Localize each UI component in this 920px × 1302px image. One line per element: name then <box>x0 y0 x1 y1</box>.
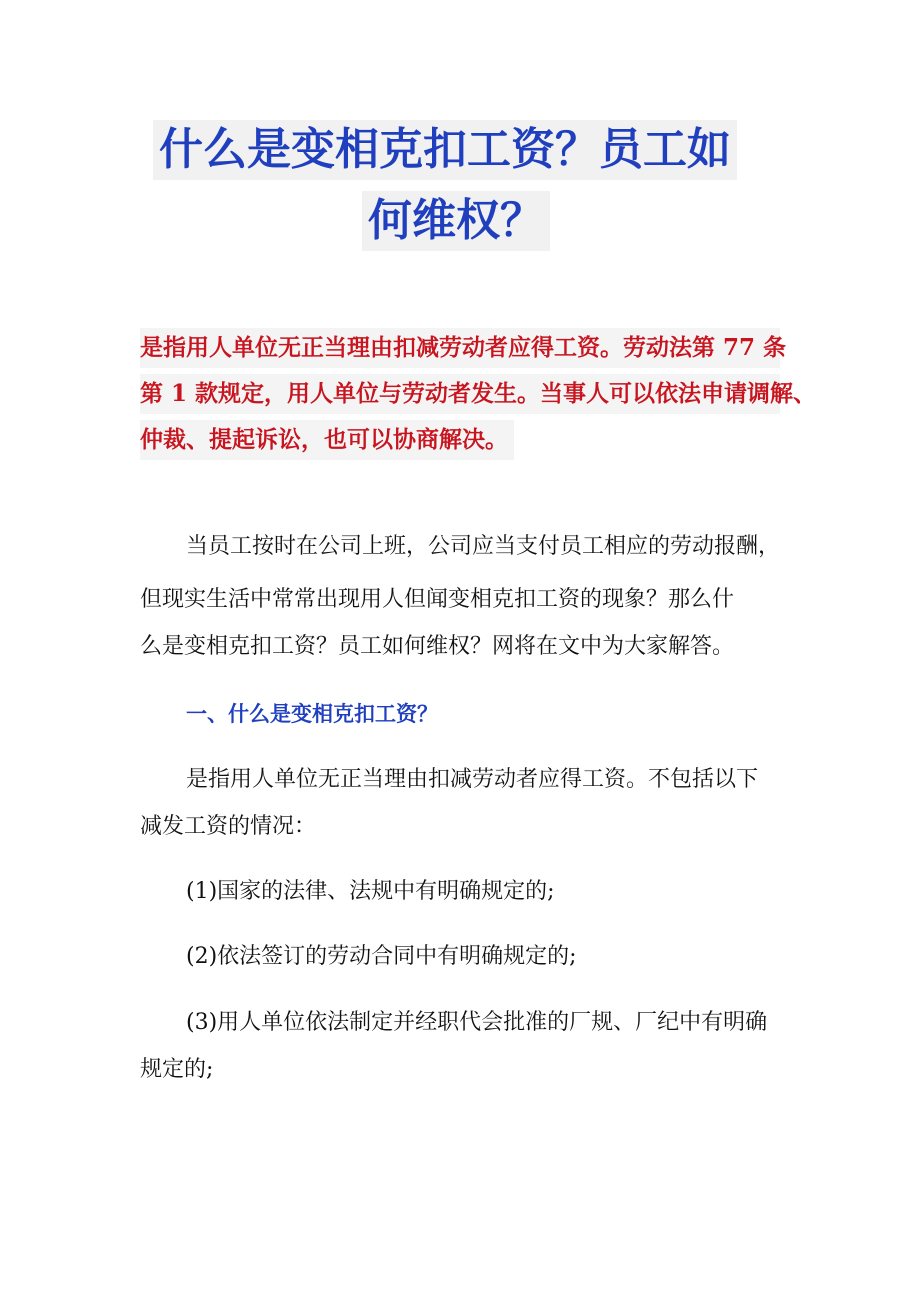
intro-paragraph-line-1: 当员工按时在公司上班，公司应当支付员工相应的劳动报酬， <box>186 534 781 559</box>
summary-line-1: 是指用人单位无正当理由扣减劳动者应得工资。劳动法第 77 条 <box>140 328 780 368</box>
section-heading-1: 一、什么是变相克扣工资？ <box>186 702 438 726</box>
definition-line-1: 是指用人单位无正当理由扣减劳动者应得工资。不包括以下 <box>186 767 759 792</box>
document-title-line-2: 何维权？ <box>362 191 550 251</box>
definition-line-2: 减发工资的情况： <box>140 814 317 839</box>
list-item-2: (2)依法签订的劳动合同中有明确规定的; <box>186 944 577 969</box>
list-item-3-continued: 规定的; <box>140 1057 214 1082</box>
list-item-3: (3)用人单位依法制定并经职代会批准的厂规、厂纪中有明确 <box>186 1010 768 1035</box>
summary-line-3: 仲裁、提起诉讼，也可以协商解决。 <box>140 420 514 460</box>
intro-paragraph-line-2: 但现实生活中常常出现用人但闻变相克扣工资的现象？那么什 <box>140 587 735 612</box>
document-title-line-1: 什么是变相克扣工资？员工如 <box>153 120 737 180</box>
list-item-1: (1)国家的法律、法规中有明确规定的; <box>186 879 555 904</box>
summary-line-2: 第 1 款规定，用人单位与劳动者发生。当事人可以依法申请调解、 <box>140 374 780 414</box>
intro-paragraph-line-3: 么是变相克扣工资？员工如何维权？网将在文中为大家解答。 <box>140 634 735 659</box>
